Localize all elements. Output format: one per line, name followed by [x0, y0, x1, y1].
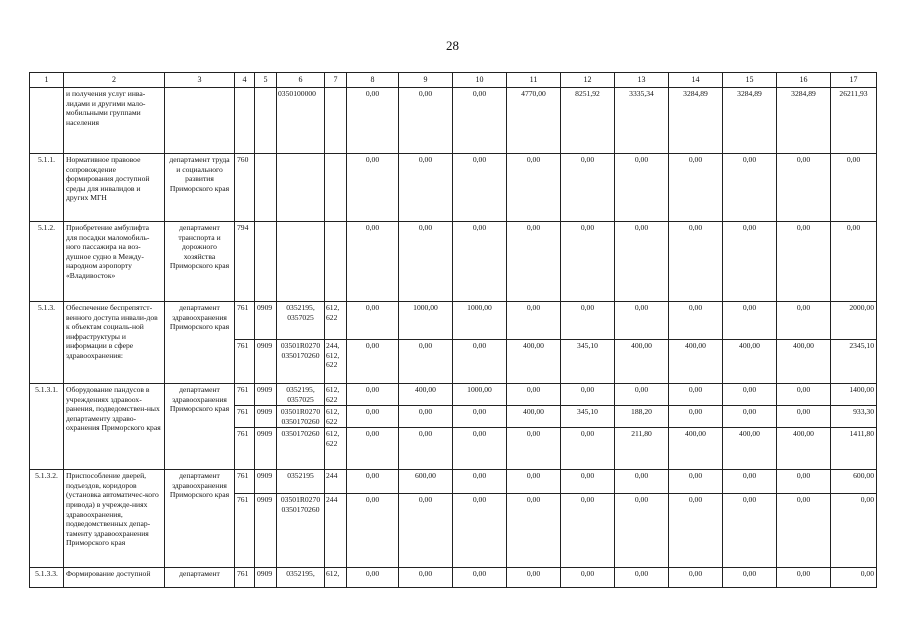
page-number: 28 — [446, 38, 459, 53]
code-cell: 761 — [235, 470, 255, 494]
header-cell: 1 — [30, 73, 64, 88]
value-cell: 0,00 — [777, 154, 831, 222]
measure-name: Приспособление дверей, подъездов, коридоров (установка автоматичес-кого привода) в учрежде-ниях здравоохранения, подведомственных депар-таменту здравоохранения Приморского края — [64, 470, 165, 568]
value-cell: 0,00 — [347, 222, 399, 302]
code-cell: 0352195, — [277, 568, 325, 588]
code-cell: 0909 — [255, 302, 277, 340]
value-cell: 1000,00 — [453, 302, 507, 340]
value-cell: 0,00 — [615, 494, 669, 568]
table-row — [30, 88, 877, 154]
value-cell: 0,00 — [723, 384, 777, 406]
header-cell: 8 — [347, 73, 399, 88]
table-row — [30, 154, 877, 222]
value-cell: 2345,10 — [831, 340, 877, 384]
value-cell: 0,00 — [777, 406, 831, 428]
department: департамент — [165, 568, 235, 588]
code-cell: 244 — [325, 470, 347, 494]
measure-name: и получения услуг инва-лидами и другими мало-мобильными группами населения — [64, 88, 165, 154]
value-cell: 0,00 — [399, 494, 453, 568]
value-cell: 0,00 — [453, 494, 507, 568]
value-cell: 0,00 — [399, 406, 453, 428]
value-cell: 400,00 — [723, 340, 777, 384]
measure-name: Формирование доступной — [64, 568, 165, 588]
value-cell: 0,00 — [453, 568, 507, 588]
value-cell: 400,00 — [669, 428, 723, 470]
value-cell: 0,00 — [399, 222, 453, 302]
value-cell: 0,00 — [453, 406, 507, 428]
value-cell: 0,00 — [615, 568, 669, 588]
value-cell: 0,00 — [561, 302, 615, 340]
table-row — [30, 568, 877, 588]
value-cell: 3284,89 — [723, 88, 777, 154]
code-cell: 03501R0270 0350170260 — [277, 494, 325, 568]
table-row — [30, 384, 877, 406]
value-cell: 600,00 — [399, 470, 453, 494]
value-cell: 0,00 — [561, 222, 615, 302]
value-cell: 0,00 — [453, 222, 507, 302]
code-cell: 0909 — [255, 494, 277, 568]
value-cell: 4770,00 — [507, 88, 561, 154]
value-cell: 0,00 — [399, 154, 453, 222]
value-cell: 0,00 — [777, 494, 831, 568]
value-cell: 0,00 — [777, 302, 831, 340]
value-cell: 0,00 — [347, 494, 399, 568]
value-cell: 0,00 — [399, 88, 453, 154]
header-cell: 12 — [561, 73, 615, 88]
value-cell: 1400,00 — [831, 384, 877, 406]
table-row — [30, 222, 877, 302]
value-cell: 345,10 — [561, 340, 615, 384]
code-cell: 0350100000 — [277, 88, 325, 154]
value-cell: 0,00 — [669, 406, 723, 428]
table-row — [30, 302, 877, 340]
value-cell: 0,00 — [669, 568, 723, 588]
header-cell: 6 — [277, 73, 325, 88]
value-cell: 0,00 — [831, 154, 877, 222]
value-cell: 400,00 — [777, 428, 831, 470]
code-cell: 0352195, 0357025 — [277, 384, 325, 406]
value-cell: 0,00 — [399, 428, 453, 470]
code-cell: 03501R0270 0350170260 — [277, 406, 325, 428]
value-cell: 0,00 — [399, 568, 453, 588]
value-cell: 600,00 — [831, 470, 877, 494]
code-cell: 612, 622 — [325, 406, 347, 428]
code-cell: 612, 622 — [325, 384, 347, 406]
value-cell: 0,00 — [777, 470, 831, 494]
value-cell: 0,00 — [561, 154, 615, 222]
value-cell: 0,00 — [669, 470, 723, 494]
code-cell: 761 — [235, 302, 255, 340]
row-number: 5.1.3.3. — [30, 568, 64, 588]
value-cell: 400,00 — [777, 340, 831, 384]
value-cell: 0,00 — [723, 470, 777, 494]
measure-name: Обеспечение беспрепятст-венного доступа инвали-дов к объектам социаль-ной инфраструктуры и информации в сфере здравоохранения: — [64, 302, 165, 384]
value-cell: 0,00 — [347, 302, 399, 340]
value-cell: 2000,00 — [831, 302, 877, 340]
value-cell: 0,00 — [723, 222, 777, 302]
code-cell: 0909 — [255, 470, 277, 494]
header-cell: 11 — [507, 73, 561, 88]
code-cell: 612, — [325, 568, 347, 588]
header-cell: 9 — [399, 73, 453, 88]
value-cell: 0,00 — [347, 384, 399, 406]
value-cell: 0,00 — [723, 302, 777, 340]
code-cell: 612, 622 — [325, 428, 347, 470]
row-number: 5.1.3.1. — [30, 384, 64, 470]
value-cell: 0,00 — [669, 384, 723, 406]
value-cell: 0,00 — [347, 428, 399, 470]
value-cell: 0,00 — [723, 494, 777, 568]
value-cell: 0,00 — [615, 302, 669, 340]
code-cell: 0909 — [255, 428, 277, 470]
value-cell: 0,00 — [561, 428, 615, 470]
value-cell: 0,00 — [723, 406, 777, 428]
value-cell: 3284,89 — [777, 88, 831, 154]
department: департамент здравоохранения Приморского края — [165, 470, 235, 568]
value-cell: 0,00 — [347, 470, 399, 494]
value-cell: 0,00 — [507, 302, 561, 340]
code-cell: 761 — [235, 384, 255, 406]
value-cell: 0,00 — [507, 222, 561, 302]
code-cell: 0352195 — [277, 470, 325, 494]
value-cell: 26211,93 — [831, 88, 877, 154]
header-cell: 10 — [453, 73, 507, 88]
value-cell: 400,00 — [615, 340, 669, 384]
value-cell: 188,20 — [615, 406, 669, 428]
header-cell: 7 — [325, 73, 347, 88]
value-cell: 0,00 — [507, 428, 561, 470]
value-cell: 211,80 — [615, 428, 669, 470]
header-cell: 2 — [64, 73, 165, 88]
code-cell: 0352195, 0357025 — [277, 302, 325, 340]
value-cell: 0,00 — [347, 568, 399, 588]
header-cell: 5 — [255, 73, 277, 88]
department: департамент труда и социального развития Приморского края — [165, 154, 235, 222]
code-cell: 761 — [235, 568, 255, 588]
value-cell: 0,00 — [777, 568, 831, 588]
row-number: 5.1.2. — [30, 222, 64, 302]
value-cell: 1411,80 — [831, 428, 877, 470]
department: департамент транспорта и дорожного хозяйства Приморского края — [165, 222, 235, 302]
code-cell: 761 — [235, 494, 255, 568]
header-row — [30, 73, 877, 88]
value-cell: 0,00 — [723, 568, 777, 588]
value-cell: 0,00 — [453, 340, 507, 384]
value-cell: 400,00 — [399, 384, 453, 406]
header-cell: 16 — [777, 73, 831, 88]
code-cell: 761 — [235, 340, 255, 384]
header-cell: 4 — [235, 73, 255, 88]
value-cell: 0,00 — [777, 384, 831, 406]
value-cell: 0,00 — [507, 384, 561, 406]
value-cell: 1000,00 — [399, 302, 453, 340]
value-cell: 0,00 — [507, 154, 561, 222]
code-cell: 244 — [325, 494, 347, 568]
row-number: 5.1.1. — [30, 154, 64, 222]
code-cell: 760 — [235, 154, 255, 222]
code-cell: 0909 — [255, 384, 277, 406]
value-cell: 0,00 — [347, 406, 399, 428]
value-cell: 0,00 — [347, 88, 399, 154]
value-cell: 400,00 — [507, 406, 561, 428]
value-cell: 3284,89 — [669, 88, 723, 154]
row-number: 5.1.3.2. — [30, 470, 64, 568]
department: департамент здравоохранения Приморского края — [165, 384, 235, 470]
value-cell: 0,00 — [669, 302, 723, 340]
value-cell: 0,00 — [453, 470, 507, 494]
value-cell: 0,00 — [831, 568, 877, 588]
header-cell: 13 — [615, 73, 669, 88]
value-cell: 3335,34 — [615, 88, 669, 154]
department: департамент здравоохранения Приморского края — [165, 302, 235, 384]
code-cell: 03501R0270 0350170260 — [277, 340, 325, 384]
value-cell: 1000,00 — [453, 384, 507, 406]
value-cell: 0,00 — [615, 222, 669, 302]
value-cell: 0,00 — [777, 222, 831, 302]
value-cell: 0,00 — [669, 222, 723, 302]
value-cell: 0,00 — [561, 494, 615, 568]
value-cell: 345,10 — [561, 406, 615, 428]
value-cell: 0,00 — [453, 428, 507, 470]
value-cell: 0,00 — [453, 88, 507, 154]
code-cell: 612, 622 — [325, 302, 347, 340]
code-cell: 794 — [235, 222, 255, 302]
value-cell: 0,00 — [507, 470, 561, 494]
code-cell: 761 — [235, 406, 255, 428]
value-cell: 0,00 — [669, 154, 723, 222]
header-cell: 17 — [831, 73, 877, 88]
value-cell: 0,00 — [723, 154, 777, 222]
code-cell: 0909 — [255, 568, 277, 588]
value-cell: 0,00 — [561, 470, 615, 494]
measure-name: Оборудование пандусов в учреждениях здравоох-ранения, подведомствен-ных департаменту здраво-охранения Приморского края — [64, 384, 165, 470]
value-cell: 0,00 — [453, 154, 507, 222]
value-cell: 0,00 — [347, 154, 399, 222]
value-cell: 8251,92 — [561, 88, 615, 154]
value-cell: 0,00 — [399, 340, 453, 384]
value-cell: 0,00 — [615, 154, 669, 222]
measure-name: Нормативное правовое сопровождение формирования доступной среды для инвалидов и других МГН — [64, 154, 165, 222]
value-cell: 0,00 — [561, 568, 615, 588]
value-cell: 0,00 — [507, 568, 561, 588]
value-cell: 0,00 — [507, 494, 561, 568]
row-number: 5.1.3. — [30, 302, 64, 384]
code-cell: 0909 — [255, 406, 277, 428]
value-cell: 0,00 — [561, 384, 615, 406]
code-cell: 761 — [235, 428, 255, 470]
code-cell: 244, 612, 622 — [325, 340, 347, 384]
value-cell: 0,00 — [831, 494, 877, 568]
value-cell: 0,00 — [615, 470, 669, 494]
header-cell: 3 — [165, 73, 235, 88]
code-cell: 0909 — [255, 340, 277, 384]
table-row — [30, 470, 877, 494]
value-cell: 0,00 — [615, 384, 669, 406]
value-cell: 400,00 — [723, 428, 777, 470]
code-cell: 0350170260 — [277, 428, 325, 470]
measure-name: Приобретение амбулифта для посадки маломобиль-ного пассажира на воз-душное судно в Между-народном аэропорту «Владивосток» — [64, 222, 165, 302]
value-cell: 0,00 — [669, 494, 723, 568]
value-cell: 400,00 — [507, 340, 561, 384]
value-cell: 0,00 — [347, 340, 399, 384]
value-cell: 0,00 — [831, 222, 877, 302]
header-cell: 15 — [723, 73, 777, 88]
budget-table — [29, 72, 877, 588]
header-cell: 14 — [669, 73, 723, 88]
value-cell: 933,30 — [831, 406, 877, 428]
value-cell: 400,00 — [669, 340, 723, 384]
